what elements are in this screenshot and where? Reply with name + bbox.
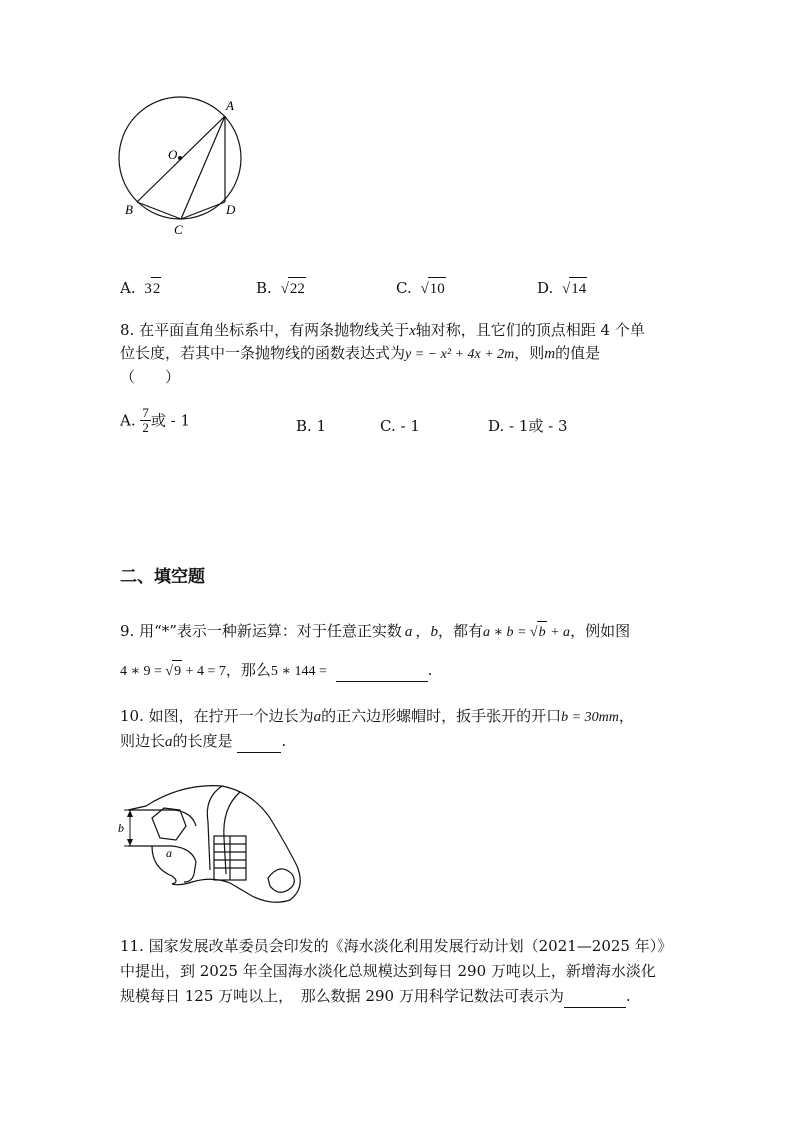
wrench-figure	[112, 778, 308, 906]
option-radicand: 10	[428, 277, 446, 300]
answer-blank[interactable]	[336, 659, 428, 682]
option-letter: B.	[256, 279, 272, 297]
circle-figure	[112, 95, 252, 240]
q8-option-d[interactable]: D. - 1或 - 3	[488, 417, 568, 435]
option-radicand: 2	[151, 277, 162, 300]
q7-option-b[interactable]: B. √22	[256, 277, 306, 300]
q11-line2: 中提出，到 2025 年全国海水淡化总规模达到每日 290 万吨以上，新增海水淡化	[120, 962, 656, 980]
option-letter: D.	[537, 279, 554, 297]
q9-line1: 9. 用“*”表示一种新运算：对于任意正实数 a ，b，都有a ∗ b = √b + a，例如图	[120, 620, 630, 644]
q7-option-d[interactable]: D. √14	[537, 277, 587, 300]
label-o: O	[168, 147, 178, 162]
segment-bc	[137, 202, 181, 219]
section-title: 二、填空题	[120, 567, 205, 587]
q8-option-c[interactable]: C. - 1	[380, 417, 420, 435]
label-a: a	[166, 846, 172, 860]
label-c: C	[174, 222, 183, 237]
label-a: A	[226, 98, 234, 113]
q10-line2: 则边长a的长度是 .	[120, 730, 286, 753]
fraction: $\frac{7}{2}$	[142, 405, 149, 435]
option-letter: A.	[120, 279, 136, 297]
label-b: b	[118, 821, 124, 835]
worm-gear	[214, 836, 246, 880]
q9-formula: a ∗ b = √b + a	[483, 625, 570, 640]
option-radicand: 22	[288, 277, 306, 300]
answer-blank[interactable]	[564, 985, 626, 1008]
q8-formula: y = − x² + 4x + 2m	[405, 347, 515, 362]
q8-option-a[interactable]: A. $\frac{7}{2}$ 或 - 1	[120, 405, 191, 435]
q8-option-b[interactable]: B. 1	[296, 417, 327, 435]
label-b: B	[125, 202, 133, 217]
option-letter: C.	[396, 279, 412, 297]
label-d: D	[226, 202, 236, 217]
segment-ac	[181, 116, 225, 219]
q11-line1: 11. 国家发展改革委员会印发的《海水淡化利用发展行动计划（2021—2025 年）》	[120, 937, 673, 955]
q10-line1: 10. 如图，在拧开一个边长为a的正六边形螺帽时，扳手张开的开口b = 30mm，	[120, 707, 634, 725]
hexagon-nut	[152, 808, 186, 840]
q9-example: 4 ∗ 9 = √9 + 4 = 7	[120, 664, 226, 679]
center-point	[178, 156, 182, 160]
option-radicand: 14	[569, 277, 587, 300]
q9-line2: 4 ∗ 9 = √9 + 4 = 7，那么5 ∗ 144 = .	[120, 659, 432, 683]
q11-line3: 规模每日 125 万吨以上， 那么数据 290 万用科学记数法可表示为 .	[120, 985, 631, 1008]
answer-blank[interactable]	[237, 730, 281, 753]
q7-option-a[interactable]	[120, 277, 161, 300]
q8-line2: 位长度，若其中一条抛物线的函数表达式为y = − x² + 4x + 2m，则m的值是	[120, 344, 601, 362]
q8-line1: 8. 在平面直角坐标系中，有两条抛物线关于x轴对称，且它们的顶点相距 4 个单	[120, 321, 645, 339]
q8-answer-paren: （ ）	[120, 368, 181, 386]
q7-option-c[interactable]: C. √10	[396, 277, 446, 300]
option-coef: 3	[144, 281, 152, 297]
